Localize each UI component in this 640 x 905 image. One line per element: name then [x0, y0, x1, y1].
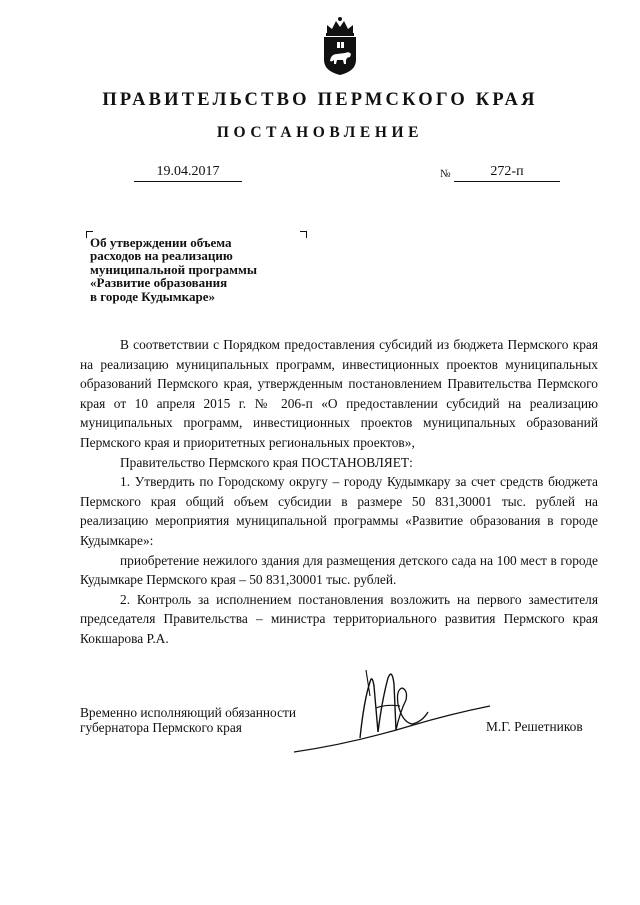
document-number: 272-п	[454, 164, 560, 182]
clause-2-paragraph: 2. Контроль за исполнением постановления возложить на первого заместителя председателя Правительства – министра территориального развития Пермского края Кокшарова Р.А.	[80, 591, 598, 646]
subject-line: «Развитие образования	[90, 275, 228, 291]
number-sign: №	[440, 168, 451, 180]
signatory-position-line: Временно исполняющий обязанности	[80, 705, 297, 720]
subject-line: расходов на реализацию	[90, 248, 233, 264]
subject-line: муниципальной программы	[90, 261, 258, 277]
government-title: ПРАВИТЕЛЬСТВО ПЕРМСКОГО КРАЯ	[102, 90, 538, 110]
document-date: 19.04.2017	[134, 164, 242, 182]
signatory-name: М.Г. Решетников	[486, 719, 583, 734]
document-body	[80, 335, 598, 649]
signatory-position	[80, 706, 296, 735]
subject-line: в городе Кудымкаре»	[90, 288, 215, 304]
handwritten-signature	[290, 660, 495, 765]
document-type: ПОСТАНОВЛЕНИЕ	[216, 124, 424, 141]
document-subject	[90, 236, 310, 303]
signatory-position-line: губернатора Пермского края	[80, 719, 242, 735]
clause-1-paragraph: 1. Утвердить по Городскому округу – городу Кудымкару за счет средств бюджета Пермского края общий объем субсидии в размере 50 831,30001 тыс. рублей на реализацию мероприятия муниципальной программы «Развитие образования в городе Кудымкаре»:	[80, 474, 598, 548]
preamble-paragraph: В соответствии с Порядком предоставления субсидий из бюджета Пермского края на реализацию муниципальных программ, инвестиционных проектов муниципальных образований Пермского края, утвержденным постановлением Правительства Пермского края от 10 апреля 2015 г. № 206-п «О предоставлении субсидий на реализацию муниципальных программ, инвестиционных проектов муниципальных образований Пермского края и приоритетных региональных проектов»,	[80, 337, 598, 450]
resolution-phrase: Правительство Пермского края ПОСТАНОВЛЯЕТ:	[120, 454, 413, 470]
subject-line: Об утверждении объема	[90, 235, 232, 250]
clause-1-item-paragraph: приобретение нежилого здания для размещения детского сада на 100 мест в городе Кудымкаре Пермского края – 50 831,30001 тыс. рублей.	[80, 552, 598, 588]
coat-of-arms-emblem	[318, 14, 362, 76]
